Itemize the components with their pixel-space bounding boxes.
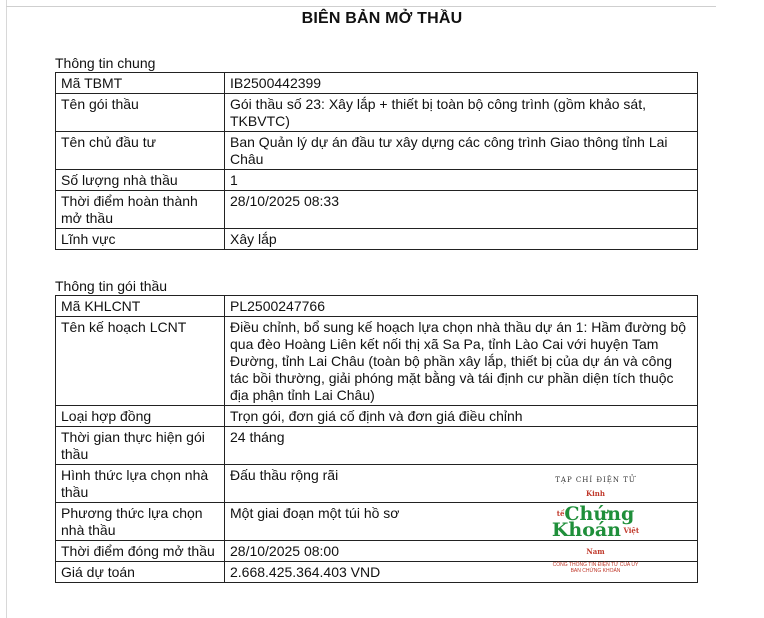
general-info-row — [56, 73, 698, 94]
general-info-label: Số lượng nhà thầu — [56, 170, 225, 191]
general-info-row — [56, 94, 698, 132]
general-info-row — [56, 191, 698, 229]
general-info-value: IB2500442399 — [225, 73, 698, 94]
package-info-label: Phương thức lựa chọn nhà thầu — [56, 503, 225, 541]
general-info-value: 1 — [225, 170, 698, 191]
package-info-row — [56, 427, 698, 465]
package-info-row — [56, 317, 698, 406]
package-info-row — [56, 296, 698, 317]
general-info-heading: Thông tin chung — [55, 55, 156, 71]
general-info-value: Gói thầu số 23: Xây lắp + thiết bị toàn bộ công trình (gồm khảo sát, TKBVTC) — [225, 94, 698, 132]
general-info-value: 28/10/2025 08:33 — [225, 191, 698, 229]
general-info-label: Lĩnh vực — [56, 229, 225, 250]
package-info-value: Một giai đoạn một túi hồ sơ — [225, 503, 698, 541]
general-info-value: Xây lắp — [225, 229, 698, 250]
package-info-value: 28/10/2025 08:00 — [225, 541, 698, 562]
general-info-row — [56, 132, 698, 170]
package-info-label: Thời gian thực hiện gói thầu — [56, 427, 225, 465]
general-info-label: Tên gói thầu — [56, 94, 225, 132]
package-info-label: Loại hợp đồng — [56, 406, 225, 427]
package-info-value: PL2500247766 — [225, 296, 698, 317]
general-info-value: Ban Quản lý dự án đầu tư xây dựng các công trình Giao thông tỉnh Lai Châu — [225, 132, 698, 170]
package-info-row — [56, 406, 698, 427]
document-title: BIÊN BẢN MỞ THẦU — [301, 10, 463, 27]
top-rule — [6, 6, 716, 7]
package-info-value: Đấu thầu rộng rãi — [225, 465, 698, 503]
publisher-watermark-logo: TẠP CHÍ ĐIỆN TỬ $^{Kinh tế}$Chứng Khoán Việt Nam CỔNG THÔNG TIN ĐIỆN TỬ CỦA ỦY BAN CHỨNG KHOÁN — [551, 476, 640, 574]
general-info-label: Thời điểm hoàn thành mở thầu — [56, 191, 225, 229]
general-info-row — [56, 229, 698, 250]
general-info-row — [56, 170, 698, 191]
package-info-value: 24 tháng — [225, 427, 698, 465]
package-info-value: Điều chỉnh, bổ sung kế hoạch lựa chọn nhà thầu dự án 1: Hầm đường bộ qua đèo Hoàng Liên kết nối thị xã Sa Pa, tỉnh Lào Cai với huyện Tam Đường, tỉnh Lai Châu (toàn bộ phần xây lắp, thiết bị của dự án và công tác bồi thường, giải phóng mặt bằng và tái định cư phần diện tích thuộc địa phận tỉnh Lai Châu) — [225, 317, 698, 406]
general-info-table — [55, 72, 698, 250]
general-info-label: Tên chủ đầu tư — [56, 132, 225, 170]
package-info-label: Tên kế hoạch LCNT — [56, 317, 225, 406]
package-info-value: 2.668.425.364.403 VND — [225, 562, 698, 583]
package-info-label: Mã KHLCNT — [56, 296, 225, 317]
package-info-label: Giá dự toán — [56, 562, 225, 583]
package-info-label: Hình thức lựa chọn nhà thầu — [56, 465, 225, 503]
package-info-value: Trọn gói, đơn giá cố định và đơn giá điều chỉnh — [225, 406, 698, 427]
general-info-label: Mã TBMT — [56, 73, 225, 94]
package-info-heading: Thông tin gói thầu — [55, 278, 168, 294]
package-info-label: Thời điểm đóng mở thầu — [56, 541, 225, 562]
